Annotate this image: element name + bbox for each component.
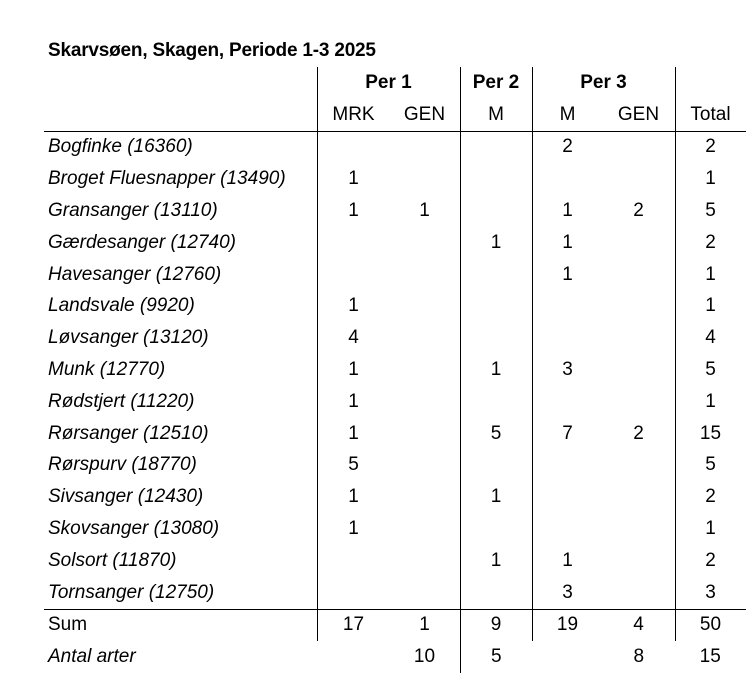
count-cell bbox=[532, 386, 603, 418]
count-cell bbox=[317, 131, 390, 163]
count-cell bbox=[603, 513, 676, 545]
count-cell bbox=[460, 131, 532, 163]
count-cell bbox=[460, 577, 532, 609]
species-name: Bogfinke (16360) bbox=[48, 136, 193, 158]
count-cell bbox=[603, 354, 676, 386]
sum-row bbox=[44, 609, 746, 641]
period-1-header: Per 1 bbox=[317, 67, 460, 99]
species-name: Gransanger (13110) bbox=[48, 200, 218, 222]
count-cell: 1 bbox=[317, 386, 390, 418]
count-cell: 1 bbox=[675, 386, 746, 418]
count-cell: 2 bbox=[675, 481, 746, 513]
count-cell bbox=[390, 291, 461, 323]
count-cell bbox=[317, 545, 390, 577]
page-title: Skarvsøen, Skagen, Periode 1-3 2025 bbox=[48, 40, 376, 61]
species-name: Broget Fluesnapper (13490) bbox=[48, 168, 286, 190]
table-row bbox=[44, 418, 746, 450]
total-header-blank bbox=[675, 67, 746, 99]
count-cell bbox=[532, 450, 603, 482]
count-cell: 1 bbox=[317, 513, 390, 545]
count-cell bbox=[390, 386, 461, 418]
species-name: Tornsanger (12750) bbox=[48, 581, 215, 603]
count-cell bbox=[603, 131, 676, 163]
count-cell bbox=[460, 322, 532, 354]
count-cell bbox=[603, 386, 676, 418]
count-cell bbox=[390, 545, 461, 577]
column-header-total: Total bbox=[675, 99, 746, 131]
count-cell bbox=[390, 577, 461, 609]
count-cell bbox=[390, 418, 461, 450]
count-cell: 5 bbox=[317, 450, 390, 482]
antal-arter-label: Antal arter bbox=[48, 646, 136, 668]
count-cell bbox=[460, 195, 532, 227]
count-cell: 1 bbox=[460, 354, 532, 386]
count-cell: 2 bbox=[675, 227, 746, 259]
species-name: Munk (12770) bbox=[48, 359, 166, 381]
antal-cell bbox=[317, 641, 390, 673]
table-row bbox=[44, 291, 746, 323]
count-cell: 2 bbox=[675, 545, 746, 577]
count-cell: 2 bbox=[633, 200, 644, 222]
table-row bbox=[44, 322, 746, 354]
antal-cell: 8 bbox=[633, 646, 645, 668]
count-cell bbox=[603, 450, 676, 482]
count-cell: 1 bbox=[532, 195, 603, 227]
antal-cell bbox=[532, 641, 603, 673]
period-header-row bbox=[44, 67, 746, 99]
count-cell: 4 bbox=[317, 322, 390, 354]
count-cell: 1 bbox=[460, 545, 532, 577]
count-cell: 1 bbox=[532, 259, 603, 291]
count-cell: 1 bbox=[460, 227, 532, 259]
species-table bbox=[44, 67, 746, 673]
table-row bbox=[44, 354, 746, 386]
species-name: Rødstjert (11220) bbox=[48, 390, 195, 412]
antal-cell: 10 bbox=[413, 646, 436, 668]
antal-arter-row bbox=[44, 641, 746, 673]
count-cell: 2 bbox=[675, 131, 746, 163]
count-cell bbox=[532, 291, 603, 323]
period-3-header: Per 3 bbox=[532, 67, 675, 99]
column-header-mrk: MRK bbox=[317, 99, 390, 131]
count-cell bbox=[603, 259, 676, 291]
sum-cell: 17 bbox=[317, 609, 390, 641]
table-row bbox=[44, 386, 746, 418]
count-cell bbox=[317, 577, 390, 609]
count-cell bbox=[603, 291, 676, 323]
count-cell: 3 bbox=[532, 354, 603, 386]
count-cell bbox=[603, 322, 676, 354]
table-row bbox=[44, 163, 746, 195]
count-cell bbox=[460, 163, 532, 195]
count-cell: 1 bbox=[675, 259, 746, 291]
species-name: Løvsanger (13120) bbox=[48, 327, 209, 349]
count-cell bbox=[390, 259, 461, 291]
species-name: Skovsanger (13080) bbox=[48, 518, 220, 540]
count-cell: 3 bbox=[532, 577, 603, 609]
species-name: Rørspurv (18770) bbox=[48, 454, 197, 476]
count-cell: 5 bbox=[675, 450, 746, 482]
count-cell bbox=[603, 163, 676, 195]
count-cell: 1 bbox=[317, 481, 390, 513]
count-cell: 1 bbox=[419, 200, 430, 222]
count-cell: 1 bbox=[317, 291, 390, 323]
count-cell: 1 bbox=[675, 291, 746, 323]
column-header-m-3: M bbox=[532, 99, 603, 131]
count-cell: 1 bbox=[460, 481, 532, 513]
table-row bbox=[44, 513, 746, 545]
column-header-gen-3: GEN bbox=[603, 99, 676, 131]
count-cell bbox=[532, 163, 603, 195]
count-cell bbox=[603, 227, 676, 259]
count-cell: 5 bbox=[675, 195, 746, 227]
count-cell: 4 bbox=[675, 322, 746, 354]
sum-cell: 9 bbox=[460, 609, 532, 641]
count-cell: 1 bbox=[532, 227, 603, 259]
sum-cell: 19 bbox=[532, 609, 603, 641]
sum-cell: 50 bbox=[675, 609, 746, 641]
table-row bbox=[44, 481, 746, 513]
sum-cell: 4 bbox=[603, 609, 676, 641]
count-cell bbox=[390, 450, 461, 482]
count-cell: 1 bbox=[317, 354, 390, 386]
count-cell bbox=[390, 354, 461, 386]
count-cell: 1 bbox=[317, 195, 390, 227]
count-cell bbox=[317, 227, 390, 259]
count-cell bbox=[603, 481, 676, 513]
count-cell bbox=[532, 322, 603, 354]
count-cell bbox=[460, 450, 532, 482]
table-row bbox=[44, 450, 746, 482]
count-cell: 7 bbox=[532, 418, 603, 450]
table-row bbox=[44, 227, 746, 259]
count-cell bbox=[390, 227, 461, 259]
column-header-row bbox=[44, 99, 746, 131]
table-row bbox=[44, 577, 746, 609]
sum-label: Sum bbox=[44, 609, 317, 641]
count-cell: 1 bbox=[317, 163, 390, 195]
period-2-header: Per 2 bbox=[460, 67, 532, 99]
species-rows bbox=[44, 131, 746, 609]
count-cell: 1 bbox=[675, 163, 746, 195]
species-name: Sivsanger (12430) bbox=[48, 486, 204, 508]
count-cell: 5 bbox=[460, 418, 532, 450]
count-cell bbox=[317, 259, 390, 291]
count-cell bbox=[460, 386, 532, 418]
species-name: Havesanger (12760) bbox=[48, 263, 222, 285]
count-cell: 15 bbox=[675, 418, 746, 450]
species-name: Landsvale (9920) bbox=[48, 295, 195, 317]
species-name: Gærdesanger (12740) bbox=[48, 231, 236, 253]
count-cell: 2 bbox=[633, 422, 644, 444]
species-name: Solsort (11870) bbox=[48, 549, 177, 571]
count-cell: 2 bbox=[532, 131, 603, 163]
column-header-gen-1: GEN bbox=[390, 99, 461, 131]
sum-cell: 1 bbox=[390, 609, 461, 641]
column-header-blank bbox=[44, 99, 317, 131]
table-row bbox=[44, 195, 746, 227]
table-row bbox=[44, 259, 746, 291]
antal-cell: 15 bbox=[699, 646, 721, 668]
count-cell bbox=[390, 163, 461, 195]
header-blank bbox=[44, 67, 317, 99]
count-cell: 3 bbox=[675, 577, 746, 609]
count-cell: 1 bbox=[317, 418, 390, 450]
table-row bbox=[44, 545, 746, 577]
count-cell bbox=[603, 545, 676, 577]
count-cell: 5 bbox=[675, 354, 746, 386]
column-header-m-2: M bbox=[460, 99, 532, 131]
count-cell: 1 bbox=[532, 545, 603, 577]
species-name: Rørsanger (12510) bbox=[48, 422, 209, 444]
count-cell bbox=[390, 513, 461, 545]
count-cell bbox=[390, 131, 461, 163]
count-cell bbox=[390, 481, 461, 513]
count-cell bbox=[460, 513, 532, 545]
count-cell bbox=[532, 513, 603, 545]
table-row bbox=[44, 131, 746, 163]
antal-cell: 5 bbox=[460, 641, 532, 673]
count-cell: 1 bbox=[675, 513, 746, 545]
count-cell bbox=[390, 322, 461, 354]
count-cell bbox=[603, 577, 676, 609]
count-cell bbox=[460, 291, 532, 323]
count-cell bbox=[532, 481, 603, 513]
count-cell bbox=[460, 259, 532, 291]
